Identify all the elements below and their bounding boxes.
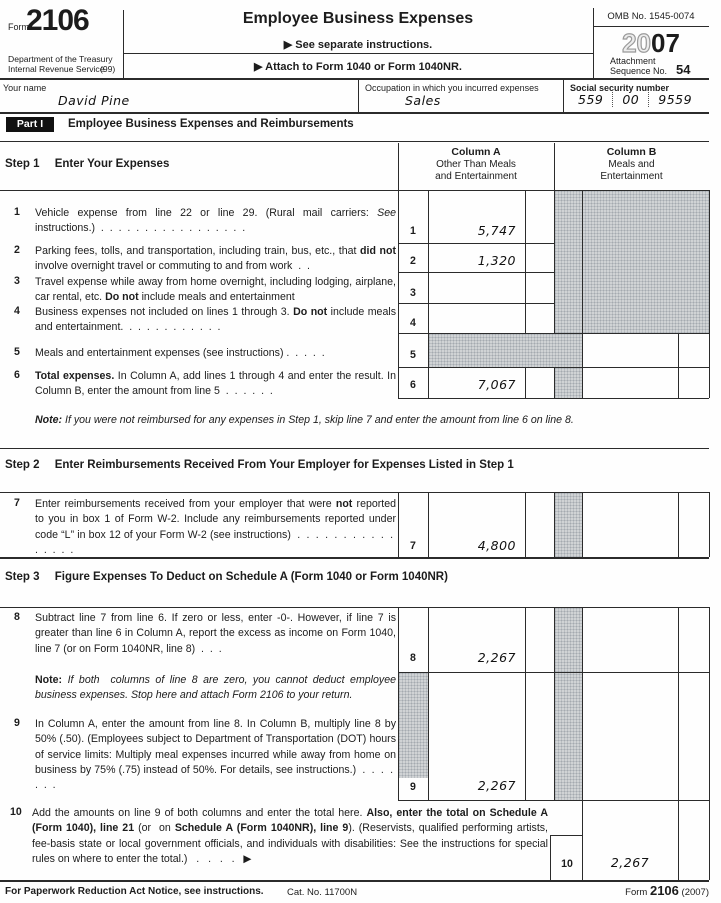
line3-amount-a[interactable] [429,273,524,302]
divider [398,333,709,334]
name-label: Your name [3,83,47,93]
line9-amount-a[interactable]: 2,267 [477,778,516,793]
divider [398,367,709,368]
shaded-cell [554,367,582,398]
divider [554,607,555,800]
divider [582,492,583,557]
see-instructions-note: ▶ See separate instructions. [283,39,433,51]
column-a-sub2: and Entertainment [435,171,517,182]
line7-number: 7 [14,497,20,509]
line7-amount-a[interactable]: 4,800 [477,538,516,553]
divider [0,607,709,608]
step3-heading [5,571,448,583]
line2-box-number: 2 [410,255,416,267]
attach-note: ▶ Attach to Form 1040 or Form 1040NR. [254,61,462,73]
divider [0,880,709,882]
paperwork-notice: For Paperwork Reduction Act Notice, see instructions. [5,886,264,897]
line4-box-number: 4 [410,317,416,329]
divider [525,367,526,398]
column-a-title: Column A [451,146,501,158]
divider [398,272,554,273]
line3-box-number: 3 [410,287,416,299]
sequence-number: 54 [676,62,691,77]
line8-amount-b[interactable] [583,608,677,671]
step1-title: Enter Your Expenses [54,158,170,170]
form-word: Form [8,22,29,32]
divider [554,367,555,398]
line10-total-amount[interactable]: 2,267 [610,855,650,870]
sequence-label: Sequence No. [610,66,668,76]
omb-number: OMB No. 1545-0074 [607,11,695,22]
form-number: 2106 [26,4,89,37]
divider [593,26,709,27]
line6-box-number: 6 [410,379,416,391]
divider [563,80,564,112]
column-a-sub1: Other Than Meals [436,159,516,170]
divider [612,92,613,107]
line6-amount-a[interactable]: 7,067 [477,377,516,392]
line1-number: 1 [14,206,20,218]
part1-heading: Employee Business Expenses and Reimbursements [68,118,354,130]
ssn-label: Social security number [570,83,670,93]
divider [709,190,710,398]
footer-form-year: (2007) [681,887,709,898]
agency-code: (99) [100,64,116,74]
line10-label: Add the amounts on line 9 of both columns and enter the total here. Also, enter the total on Schedule A (Form 1040), line 21 (or on Schedule A (Form 1040NR), line 9). (Reservists, qualified performing artists, fee-basis state or local government officials, and individuals with disabilities: See the instructions for special rules on where to enter the total.) . . . . ▶ [32,807,549,865]
step1-label: Step 1 [5,158,40,170]
divider [123,53,593,54]
divider [398,398,709,399]
footer-form-number: 2106 [649,883,679,898]
divider [550,835,583,836]
shaded-cell [428,333,582,367]
step1-heading [5,158,169,170]
line5-label: Meals and entertainment expenses (see instructions) . . . . . [35,347,325,359]
line5-box-number: 5 [410,349,416,361]
agency-line1: Department of the Treasury [8,54,113,64]
agency-line2: Internal Revenue Service [8,64,105,74]
line3-label: Travel expense while away from home overnight, including lodging, airplane, car rental, etc. Do not include meals and entertainment [35,276,396,304]
line7-amount-b[interactable] [583,493,677,556]
divider [678,492,679,557]
divider [398,303,554,304]
line10-box-number: 10 [561,858,573,870]
tax-year-suffix: 07 [651,28,680,58]
line5-number: 5 [14,346,20,358]
line7-box-number: 7 [410,540,416,552]
line9-number: 9 [14,717,20,729]
ssn-part2: 00 [622,92,640,107]
tax-year-prefix: 20 [622,28,651,58]
catalog-number: Cat. No. 11700N [287,887,358,898]
footer-form-word: Form [625,887,648,898]
divider [358,80,359,112]
attachment-label: Attachment [610,56,656,66]
divider [0,190,709,191]
divider [428,492,429,557]
line2-number: 2 [14,244,20,256]
divider [398,607,399,800]
line8-box-number: 8 [410,652,416,664]
form-title: Employee Business Expenses [242,10,474,27]
step2-label: Step 2 [5,459,40,471]
line1-amount-a[interactable]: 5,747 [477,223,516,238]
line1-label: Vehicle expense from line 22 or line 29. (Rural mail carriers: See instructions.) . . . . . . . . . . . . . . . . . [35,207,396,235]
divider [582,607,583,880]
step3-label: Step 3 [5,571,40,583]
ssn-part3: 9559 [658,92,693,107]
step2-title: Enter Reimbursements Received From Your Employer for Expenses Listed in Step 1 [54,459,514,471]
divider [525,492,526,557]
part1-tag: Part I [6,117,54,132]
shaded-cell [554,190,709,333]
taxpayer-name-field[interactable]: David Pine [58,93,130,108]
column-b-sub2: Entertainment [600,171,663,182]
column-b-title: Column B [606,146,657,158]
line2-label: Parking fees, tolls, and transportation, including train, bus, etc., that did not involve overnight travel or commuting to and from work . . [35,245,396,273]
divider [398,243,554,244]
footer-form-id [580,883,709,898]
column-b-sub1: Meals and [608,159,655,170]
line3-number: 3 [14,275,20,287]
shaded-cell [554,492,582,557]
line5-amount-b[interactable] [583,334,677,366]
divider [525,190,526,333]
divider [709,607,710,880]
divider [678,607,679,880]
line10-number: 10 [10,806,22,818]
line8-amount-a[interactable]: 2,267 [477,650,516,665]
occupation-label: Occupation in which you incurred expenses [365,83,539,93]
step2-heading [5,459,514,471]
line4-amount-a[interactable] [429,304,524,332]
line6-amount-b[interactable] [583,368,677,397]
line2-amount-a[interactable]: 1,320 [477,253,516,268]
line7-label: Enter reimbursements received from your employer that were not reported to you in box 1 of Form W-2. Include any reimbursements reported under code “L” in box 12 of your Form W-2 (see instructions) . . . . . . . . . . . . . . . . [35,498,396,556]
shaded-cell [398,672,428,778]
line8-label: Subtract line 7 from line 6. If zero or less, enter -0-. However, if line 7 is greater than line 6 in Column A, report the excess as income on Form 1040, line 7 (or on Form 1040NR, line 8) . . . [35,612,396,655]
step1-note: Note: If you were not reimbursed for any expenses in Step 1, skip line 7 and enter the amount from line 6 on line 8. [35,414,574,426]
divider [0,141,709,142]
divider [648,92,649,107]
line6-label: Total expenses. In Column A, add lines 1 through 4 and enter the result. In Column B, enter the amount from line 5 . . . . . . [35,370,396,398]
line9-amount-b[interactable] [583,673,677,799]
shaded-cell [554,607,582,800]
line1-box-number: 1 [410,225,416,237]
divider [554,492,555,557]
line9-label: In Column A, enter the amount from line 8. In Column B, multiply line 8 by 50% (.50). (Employees subject to Department of Transportation (DOT) hours of service limits: Multiply meal expenses incurred while away from home on business by 75% (.75) instead of 50%. For details, see instructions.) . . . . . . . [35,718,396,792]
line6-number: 6 [14,369,20,381]
line4-number: 4 [14,305,20,317]
divider [0,78,709,80]
divider [428,607,429,800]
divider [398,800,709,801]
divider [0,112,709,114]
ssn-field[interactable] [578,92,692,107]
occupation-field[interactable]: Sales [405,93,441,108]
divider [525,607,526,800]
tax-year [593,28,709,59]
divider [0,492,709,493]
step3-title: Figure Expenses To Deduct on Schedule A (Form 1040 or Form 1040NR) [54,571,448,583]
divider [0,448,709,449]
line4-label: Business expenses not included on lines 1 through 3. Do not include meals and entertainment. . . . . . . . . . . . [35,306,396,334]
line9-box-number: 9 [410,781,416,793]
line8-number: 8 [14,611,20,623]
line8-note: Note: If both columns of line 8 are zero, you cannot deduct employee business expenses. Stop here and attach Form 2106 to your return. [35,674,396,702]
divider [709,492,710,557]
divider [398,672,709,673]
divider [678,333,679,398]
divider [554,190,555,333]
ssn-part1: 559 [578,92,604,107]
